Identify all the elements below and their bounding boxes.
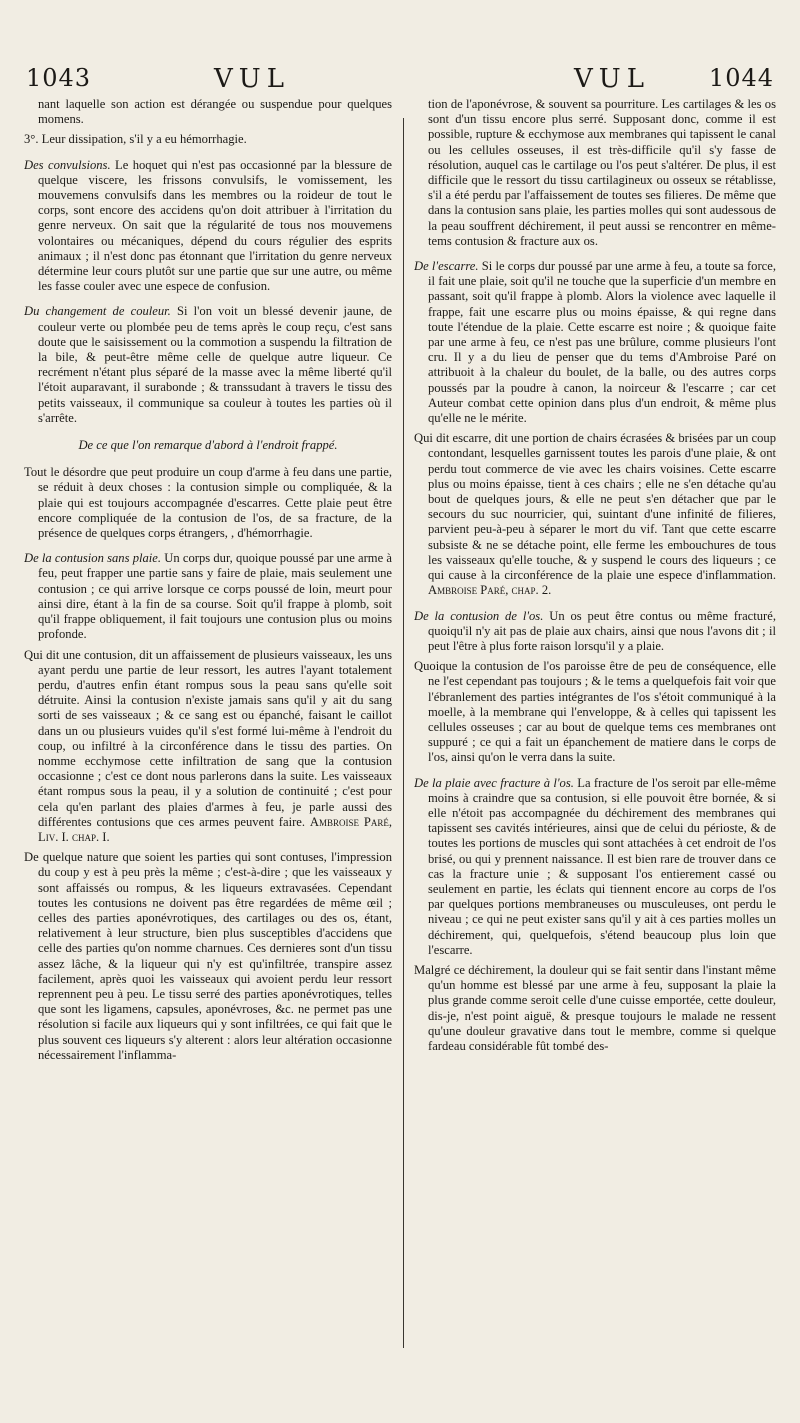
running-head-left: VUL xyxy=(214,64,290,94)
paragraph-heading: De l'escarre. xyxy=(414,259,479,274)
right-column xyxy=(414,97,776,1367)
paragraph xyxy=(24,648,392,846)
citation: Ambroise Paré, chap. 2. xyxy=(428,583,552,598)
paragraph xyxy=(414,259,776,426)
running-header xyxy=(24,64,776,100)
section-heading: De ce que l'on remarque d'abord à l'endroit frappé. xyxy=(78,438,338,453)
paragraph: nant laquelle son action est dérangée ou suspendue pour quelques momens. xyxy=(38,97,392,127)
paragraph-body: Un corps dur, quoique poussé par une arme à feu, peut frapper une partie sans y faire de plaie, mais seulement une contusion ; ce qui arrive lorsque ce corps poussé de loin, meurt pour ainsi dire, étant à la fin de sa course. Soit qu'il frappe à plomb, soit qu'il frappe obliquement, il fait toujours une contusion plus ou moins profonde. xyxy=(38,551,392,642)
page-number-left: 1043 xyxy=(26,64,92,92)
left-column xyxy=(24,97,392,1367)
page-number-right: 1044 xyxy=(708,64,774,92)
running-head-right: VUL xyxy=(574,64,650,94)
paragraph xyxy=(414,431,776,598)
citation: Ambroise Paré, Liv. I. chap. I. xyxy=(38,814,392,844)
paragraph-body: La fracture de l'os seroit par elle-même moins à craindre que sa contusion, si elle pouvoit être bornée, & si elle n'étoit pas accompagnée du déchirement des membranes qui tapissent ses cavités intérieures, ainsi que de celui du périoste, & de toutes les portions de muscles qui sont attachées à cet endroit de l'os brisé, ou qui y prennent naissance. Il est bien rare de trouver dans ce cas la fracture unie ; & supposant l'os entierement cassé ou seulement en partie, les éclats qui tiennent encore au corps de l'os par quelques portions membraneuses ou musculeuses, ont perdu le niveau ; ce qui ne peut exister sans qu'il y ait à ces parties molles un déchirement, qui, quelquefois, s'étend beaucoup plus loin que l'escarre. xyxy=(428,775,776,957)
paragraph-body: Si l'on voit un blessé devenir jaune, de couleur verte ou plombée peu de tems après le coup reçu, c'est sans doute que le saisissement ou la commotion a suspendu la filtration de la bile, & peut-être même celle de quelque autre liqueur. Ce recrément n'étant plus séparé de la masse avec la même liberté qu'il l'étoit auparavant, il surabonde ; & transsudant à travers le tissu des petits vaisseaux, il communique sa couleur à toutes les parties où il s'arrête. xyxy=(38,304,392,425)
paragraph: 3°. Leur dissipation, s'il y a eu hémorrhagie. xyxy=(24,132,247,147)
paragraph xyxy=(414,609,776,655)
paragraph-body: Qui dit une contusion, dit un affaissement de plusieurs vaisseaux, les uns ayant perdu une partie de leur ressort, les autres l'ayant totalement perdu, d'autres enfin étant rompus sous la peau sans qu'elle soit détruite. Ainsi la contusion n'existe jamais sans qu'il y ait du sang sorti de ses vaisseaux ; & ce sang est ou épanché, faisant le caillot dans un ou plusieurs vuides qu'il s'est formé lui-même à l'endroit du coup, ou infiltré à la circonférence dans le tissu des parties. On nomme ecchymose cette infiltration de sang que la contusion occasionne ; c'est ce dont nous parlerons dans la suite. Les vaisseaux étant rompus sous la peau, il y a solution de continuité ; c'est pour cela qu'en parlant des plaies d'armes à feu, je parle aussi des différentes contusions que ces armes peuvent faire. xyxy=(24,647,392,829)
paragraph-body: Si le corps dur poussé par une arme à feu, a toute sa force, il fait une plaie, soit qu'il ne touche que la superficie d'un membre en passant, soit qu'il frappe à plomb. Alors la violence avec laquelle il frappe, fait une escarre plus ou moins épaisse, & qui regne dans toute l'étendue de la plaie. Cette escarre est noire ; & quoique faite par une arme à feu, ce n'est pas une brûlure, comme plusieurs l'ont cru. Il y a du lieu de penser que du tems d'Ambroise Paré on attribuoit à la chaleur du boulet, de la balle, ou des autres corps poussés par la poudre à canon, la noirceur & l'escarre ; car cet Auteur combat cette opinion dans plus d'un endroit, & même plus qu'elle ne le mérite. xyxy=(428,259,776,426)
paragraph-body: Un os peut être contus ou même fracturé, quoiqu'il n'y ait pas de plaie aux chairs, ainsi que nous l'avons dit ; il peut l'être à plus forte raison lorsqu'il y a plaie. xyxy=(428,608,776,653)
paragraph-heading: Du changement de couleur. xyxy=(24,304,171,319)
paragraph: De quelque nature que soient les parties qui sont contuses, l'impression du coup y est à peu près la même ; c'est-à-dire ; que les vaisseaux y sont affaissés ou rompus, & les liqueurs extravasées. Cependant toutes les contusions ne doivent pas être regardées de même œil ; celles des parties aponévrotiques, des cartilages ou des os, étant, relativement à leur structure, bien plus susceptibles d'accidens que celle des parties qu'on nomme charnues. Ces dernieres sont d'un tissu assez lâche, & la liqueur qui n'y est qu'infiltrée, transpire assez facilement, après quoi les vaisseaux qui avoient perdu leur ressort reprennent peu à peu. Le tissu serré des parties aponévrotiques, telles que sont les ligamens, capsules, aponévroses, &c. ne permet pas une résolution si facile aux liqueurs qui y sont infiltrées, ce qui fait que le plus souvent ces liqueurs s'y alterent : alors leur altération occasionne nécessairement l'inflamma- xyxy=(24,850,392,1062)
paragraph: Malgré ce déchirement, la douleur qui se fait sentir dans l'instant même qu'un homme est blessé par une arme à feu, supposant la plaie la plus grande comme seroit celle d'une cuisse emportée, cette douleur, dis-je, n'est point aiguë, & presque toujours le malade ne ressent qu'une douleur gravative dans tout le membre, comme si quelque fardeau considérable fût tombé des- xyxy=(414,962,776,1053)
paragraph-body: Le hoquet qui n'est pas occasionné par la blessure de quelque viscere, les frissons convulsifs, le vomissement, les mouvemens convulsifs dans les membres ou la roideur de tout le corps, sont encore des accidens qu'on doit attribuer à l'irritation du genre nerveux. On sait que la régularité de tous nos mouvemens volontaires ou mécaniques, dépend du cours régulier des esprits animaux ; il n'est donc pas étonnant que l'irritation du genre nerveux détermine leur cours plutôt sur une partie que sur une autre, ou même les fasse couler avec une espece de confusion. xyxy=(38,157,392,294)
paragraph-heading: De la contusion de l'os. xyxy=(414,608,544,623)
paragraph xyxy=(414,776,776,958)
paragraph: tion de l'aponévrose, & souvent sa pourriture. Les cartilages & les os sont d'un tissu encore plus serré. Supposant donc, comme il est possible, rupture & ecchymose aux membranes qui tapissent le canal ou les cellules osseuses, il est très-difficile qu'il s'y fasse de résolution, auquel cas le cartilage ou l'os peut s'altérer. De plus, il est difficile que le ressort du tissu cartilagineux ou osseux se rétablisse, s'il a été perdu par l'affaissement de toutes ses filieres. De même que dans la contusion sans plaie, les parties molles qui sont audessous de la peau souffrent déchirement, il peut aussi se rencontrer en même-tems contusion & fracture aux os. xyxy=(428,97,776,248)
paragraph xyxy=(24,551,392,642)
paragraph: Tout le désordre que peut produire un coup d'arme à feu dans une partie, se réduit à deux choses : la contusion simple ou compliquée, & la plaie qui est toujours accompagnée d'escarres. Cette plaie peut être encore compliquée de la contusion de l'os, de sa fracture, de la présence de quelques corps étrangers, , d'hémorrhagie. xyxy=(24,465,392,541)
paragraph-heading: De la plaie avec fracture à l'os. xyxy=(414,775,574,790)
paragraph xyxy=(24,304,392,426)
column-divider xyxy=(403,118,404,1348)
paragraph-heading: Des convulsions. xyxy=(24,157,111,172)
paragraph xyxy=(24,158,392,295)
paragraph-body: Qui dit escarre, dit une portion de chairs écrasées & brisées par un coup contondant, lesquelles garnissent toutes les parois d'une plaie, & ont perdu tout commerce de vie avec les chairs voisines. Cette escarre plus ou moins épaisse, tient à ces chairs ; elle ne s'en détache qu'au bout de quelques jours, & elle ne peut s'en détacher que par le secours du suc nourricier, qui, suintant d'une infinité de filieres, parvient peu-à-peu à séparer le mort du vif. Tant que cette escarre subsiste & ne se détache point, elle ferme les embouchures de tous les vaisseaux qu'elle touche, & y suspend le cours des liqueurs ; ce qui cause à la circonférence de la plaie une espece d'inflammation. xyxy=(414,431,776,583)
paragraph: Quoique la contusion de l'os paroisse être de peu de conséquence, elle ne l'est cependant pas toujours ; & le tems a quelquefois fait voir que l'ébranlement des parties intégrantes de l'os s'étoit communiqué à la moelle, à la membrane qui l'enveloppe, & à celles qui tapissent les cellules osseuses ; car au bout de quelque tems ces membranes ont suppuré ; ce qui a fait un épanchement de matiere dans le corps de l'os, ainsi qu'on le verra dans la suite. xyxy=(414,659,776,765)
paragraph-heading: De la contusion sans plaie. xyxy=(24,551,162,566)
